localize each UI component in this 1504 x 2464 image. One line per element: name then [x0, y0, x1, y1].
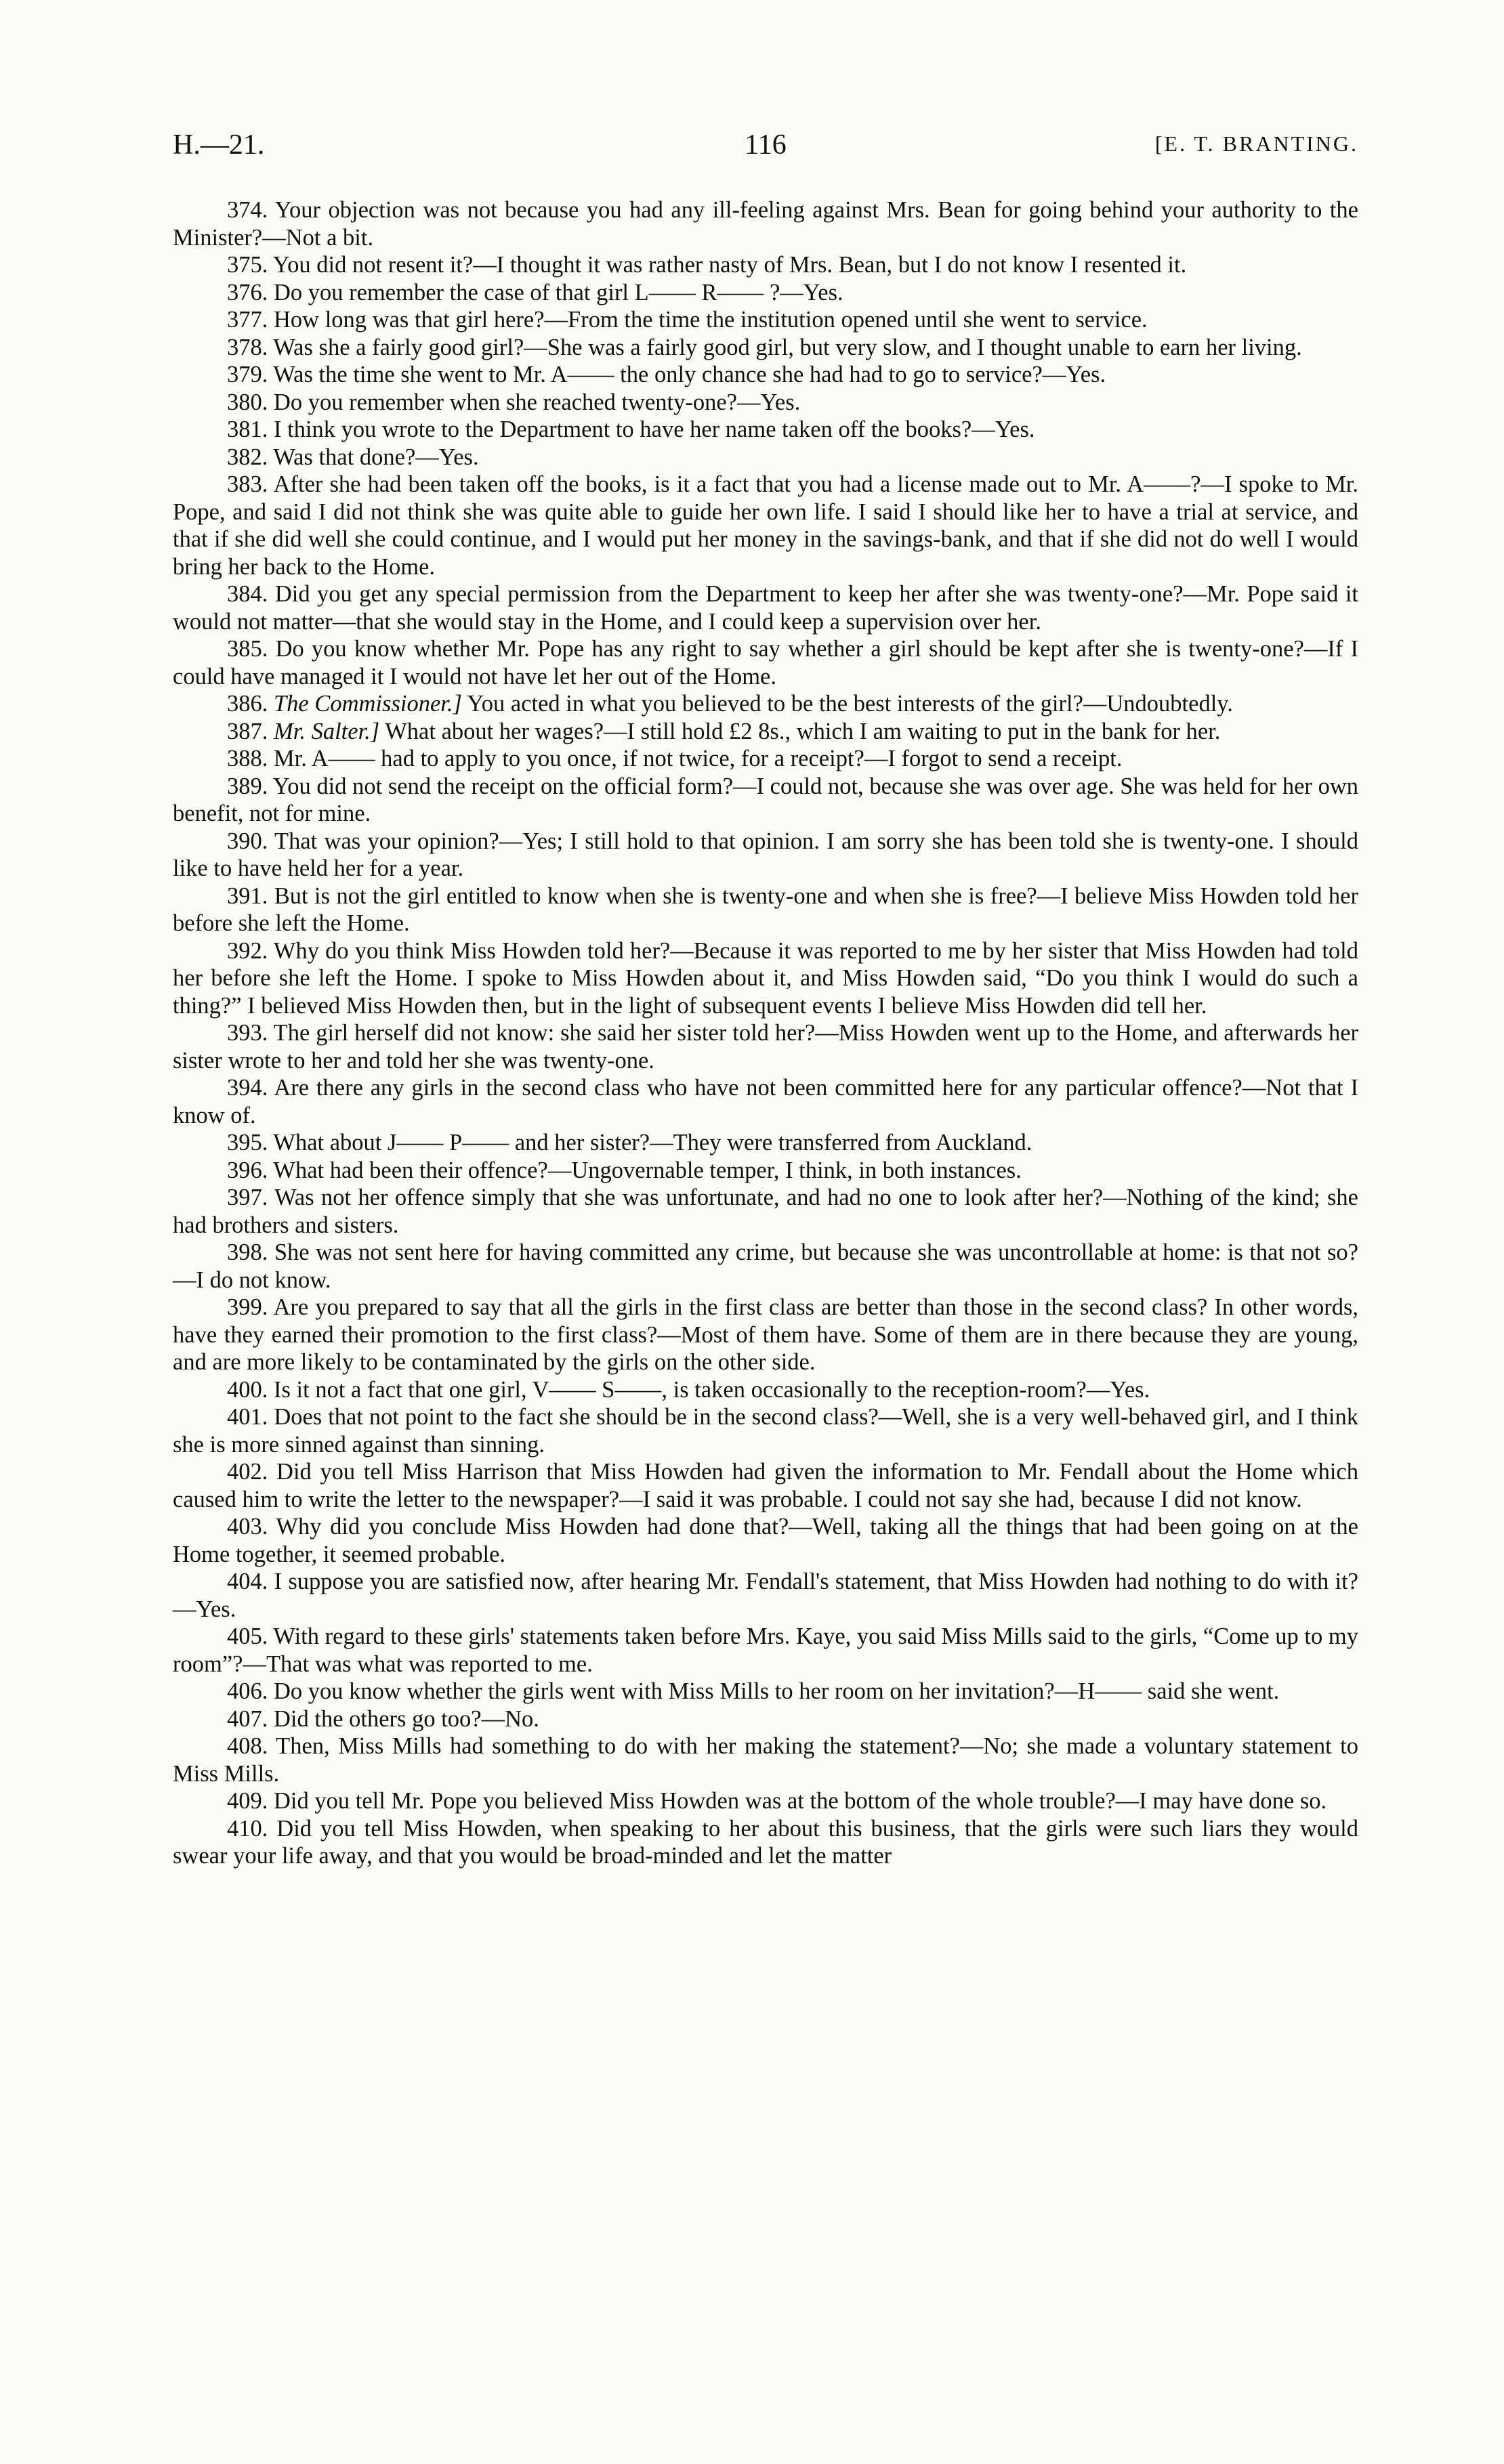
- paragraph-381: 381. I think you wrote to the Department to have her name taken off the books?—Yes.: [227, 417, 1035, 442]
- paragraph-406: 406. Do you know whether the girls went with Miss Mills to her room on her invitation?—H—— said she went.: [227, 1678, 1280, 1704]
- testimony-body: [173, 196, 1358, 1870]
- paragraph-402: 402. Did you tell Miss Harrison that Miss Howden had given the information to Mr. Fendall about the Home which caused him to write the letter to the newspaper?—I said it was probable. I could not say she had, because I did not know.: [173, 1459, 1358, 1512]
- paragraph-397: 397. Was not her offence simply that she was unfortunate, and had no one to look after her?—Nothing of the kind; she had brothers and sisters.: [173, 1185, 1358, 1238]
- paragraph-390: 390. That was your opinion?—Yes; I still hold to that opinion. I am sorry she has been told she is twenty-one. I should like to have held her for a year.: [173, 828, 1358, 881]
- paragraph-383: 383. After she had been taken off the books, is it a fact that you had a license made out to Mr. A——?—I spoke to Mr. Pope, and said I did not think she was quite able to guide her own life. I said I should like her to have a trial at service, and that if she did well she could continue, and I would put her money in the savings-bank, and that if she did not do well I would bring her back to the Home.: [173, 471, 1358, 580]
- paragraph-410: 410. Did you tell Miss Howden, when speaking to her about this business, that the girls were such liars they would swear your life away, and that you would be broad-minded and let the matter: [173, 1815, 1358, 1869]
- paragraph-376: 376. Do you remember the case of that girl L—— R—— ?—Yes.: [227, 279, 843, 305]
- paragraph-375: 375. You did not resent it?—I thought it was rather nasty of Mrs. Bean, but I do not know I resented it.: [227, 252, 1187, 278]
- paragraph-405: 405. With regard to these girls' statements taken before Mrs. Kaye, you said Miss Mills said to the girls, “Come up to my room”?—That was what was reported to me.: [173, 1623, 1358, 1677]
- page-header: [173, 129, 1358, 176]
- paragraph-409: 409. Did you tell Mr. Pope you believed Miss Howden was at the bottom of the whole trouble?—I may have done so.: [227, 1788, 1327, 1814]
- paragraph-382: 382. Was that done?—Yes.: [227, 444, 479, 470]
- paragraph-393: 393. The girl herself did not know: she said her sister told her?—Miss Howden went up to the Home, and afterwards her sister wrote to her and told her she was twenty-one.: [173, 1020, 1358, 1074]
- page-number: 116: [745, 129, 787, 161]
- paragraph-385: 385. Do you know whether Mr. Pope has any right to say whether a girl should be kept after she is twenty-one?—If I could have managed it I would not have let her out of the Home.: [173, 636, 1358, 689]
- question-number: 387.: [227, 718, 274, 744]
- paragraph-388: 388. Mr. A—— had to apply to you once, if not twice, for a receipt?—I forgot to send a receipt.: [227, 746, 1123, 771]
- witness-name: [E. T. BRANTING.: [1154, 131, 1358, 156]
- paragraph-403: 403. Why did you conclude Miss Howden had done that?—Well, taking all the things that had been going on at the Home together, it seemed probable.: [173, 1514, 1358, 1567]
- paragraph-text: What about her wages?—I still hold £2 8s., which I am waiting to put in the bank for her.: [379, 718, 1221, 744]
- paragraph-378: 378. Was she a fairly good girl?—She was a fairly good girl, but very slow, and I thought unable to earn her living.: [227, 334, 1302, 360]
- paragraph-404: 404. I suppose you are satisfied now, after hearing Mr. Fendall's statement, that Miss Howden had nothing to do with it?—Yes.: [173, 1569, 1358, 1622]
- paragraph-400: 400. Is it not a fact that one girl, V—— S——, is taken occasionally to the reception-room?—Yes.: [227, 1376, 1150, 1403]
- paragraph-391: 391. But is not the girl entitled to know when she is twenty-one and when she is free?—I believe Miss Howden told her before she left the Home.: [173, 883, 1358, 936]
- paragraph-398: 398. She was not sent here for having committed any crime, but because she was uncontrollable at home: is that not so?—I do not know.: [173, 1239, 1358, 1293]
- paragraph-text: You acted in what you believed to be the best interests of the girl?—Undoubtedly.: [461, 691, 1233, 717]
- paragraph-396: 396. What had been their offence?—Ungovernable temper, I think, in both instances.: [227, 1157, 1022, 1183]
- paragraph-389: 389. You did not send the receipt on the official form?—I could not, because she was over age. She was held for her own benefit, not for mine.: [173, 773, 1358, 826]
- speaker-label: The Commissioner.]: [274, 691, 462, 717]
- speaker-label: Mr. Salter.]: [274, 718, 380, 744]
- paragraph-392: 392. Why do you think Miss Howden told her?—Because it was reported to me by her sister that Miss Howden had told her before she left the Home. I spoke to Miss Howden about it, and Miss Howden said, “Do you think I would do such a thing?” I believed Miss Howden then, but in the light of subsequent events I believe Miss Howden did tell her.: [173, 937, 1358, 1019]
- paragraph-399: 399. Are you prepared to say that all the girls in the first class are better than those in the second class? In other words, have they earned their promotion to the first class?—Most of them have. Some of them are in there because they are young, and are more likely to be contaminated by the girls on the other side.: [173, 1294, 1358, 1375]
- question-number: 386.: [227, 691, 274, 717]
- paragraph-379: 379. Was the time she went to Mr. A—— the only chance she had had to go to service?—Yes.: [227, 362, 1106, 387]
- paragraph-394: 394. Are there any girls in the second class who have not been committed here for any particular offence?—Not that I know of.: [173, 1075, 1358, 1128]
- paragraph-374: 374. Your objection was not because you had any ill-feeling against Mrs. Bean for going behind your authority to the Minister?—Not a bit.: [173, 197, 1358, 251]
- paragraph-387: [173, 718, 1358, 746]
- paragraph-384: 384. Did you get any special permission from the Department to keep her after she was twenty-one?—Mr. Pope said it would not matter—that she would stay in the Home, and I could keep a supervision over her.: [173, 581, 1358, 635]
- document-reference: H.—21.: [173, 129, 265, 161]
- paragraph-386: [173, 690, 1358, 718]
- paragraph-408: 408. Then, Miss Mills had something to do with her making the statement?—No; she made a voluntary statement to Miss Mills.: [173, 1733, 1358, 1787]
- paragraph-380: 380. Do you remember when she reached twenty-one?—Yes.: [227, 389, 801, 415]
- paragraph-395: 395. What about J—— P—— and her sister?—They were transferred from Auckland.: [227, 1130, 1032, 1155]
- paragraph-377: 377. How long was that girl here?—From the time the institution opened until she went to service.: [227, 307, 1148, 333]
- paragraph-401: 401. Does that not point to the fact she should be in the second class?—Well, she is a very well-behaved girl, and I think she is more sinned against than sinning.: [173, 1404, 1358, 1458]
- paragraph-407: 407. Did the others go too?—No.: [227, 1705, 539, 1732]
